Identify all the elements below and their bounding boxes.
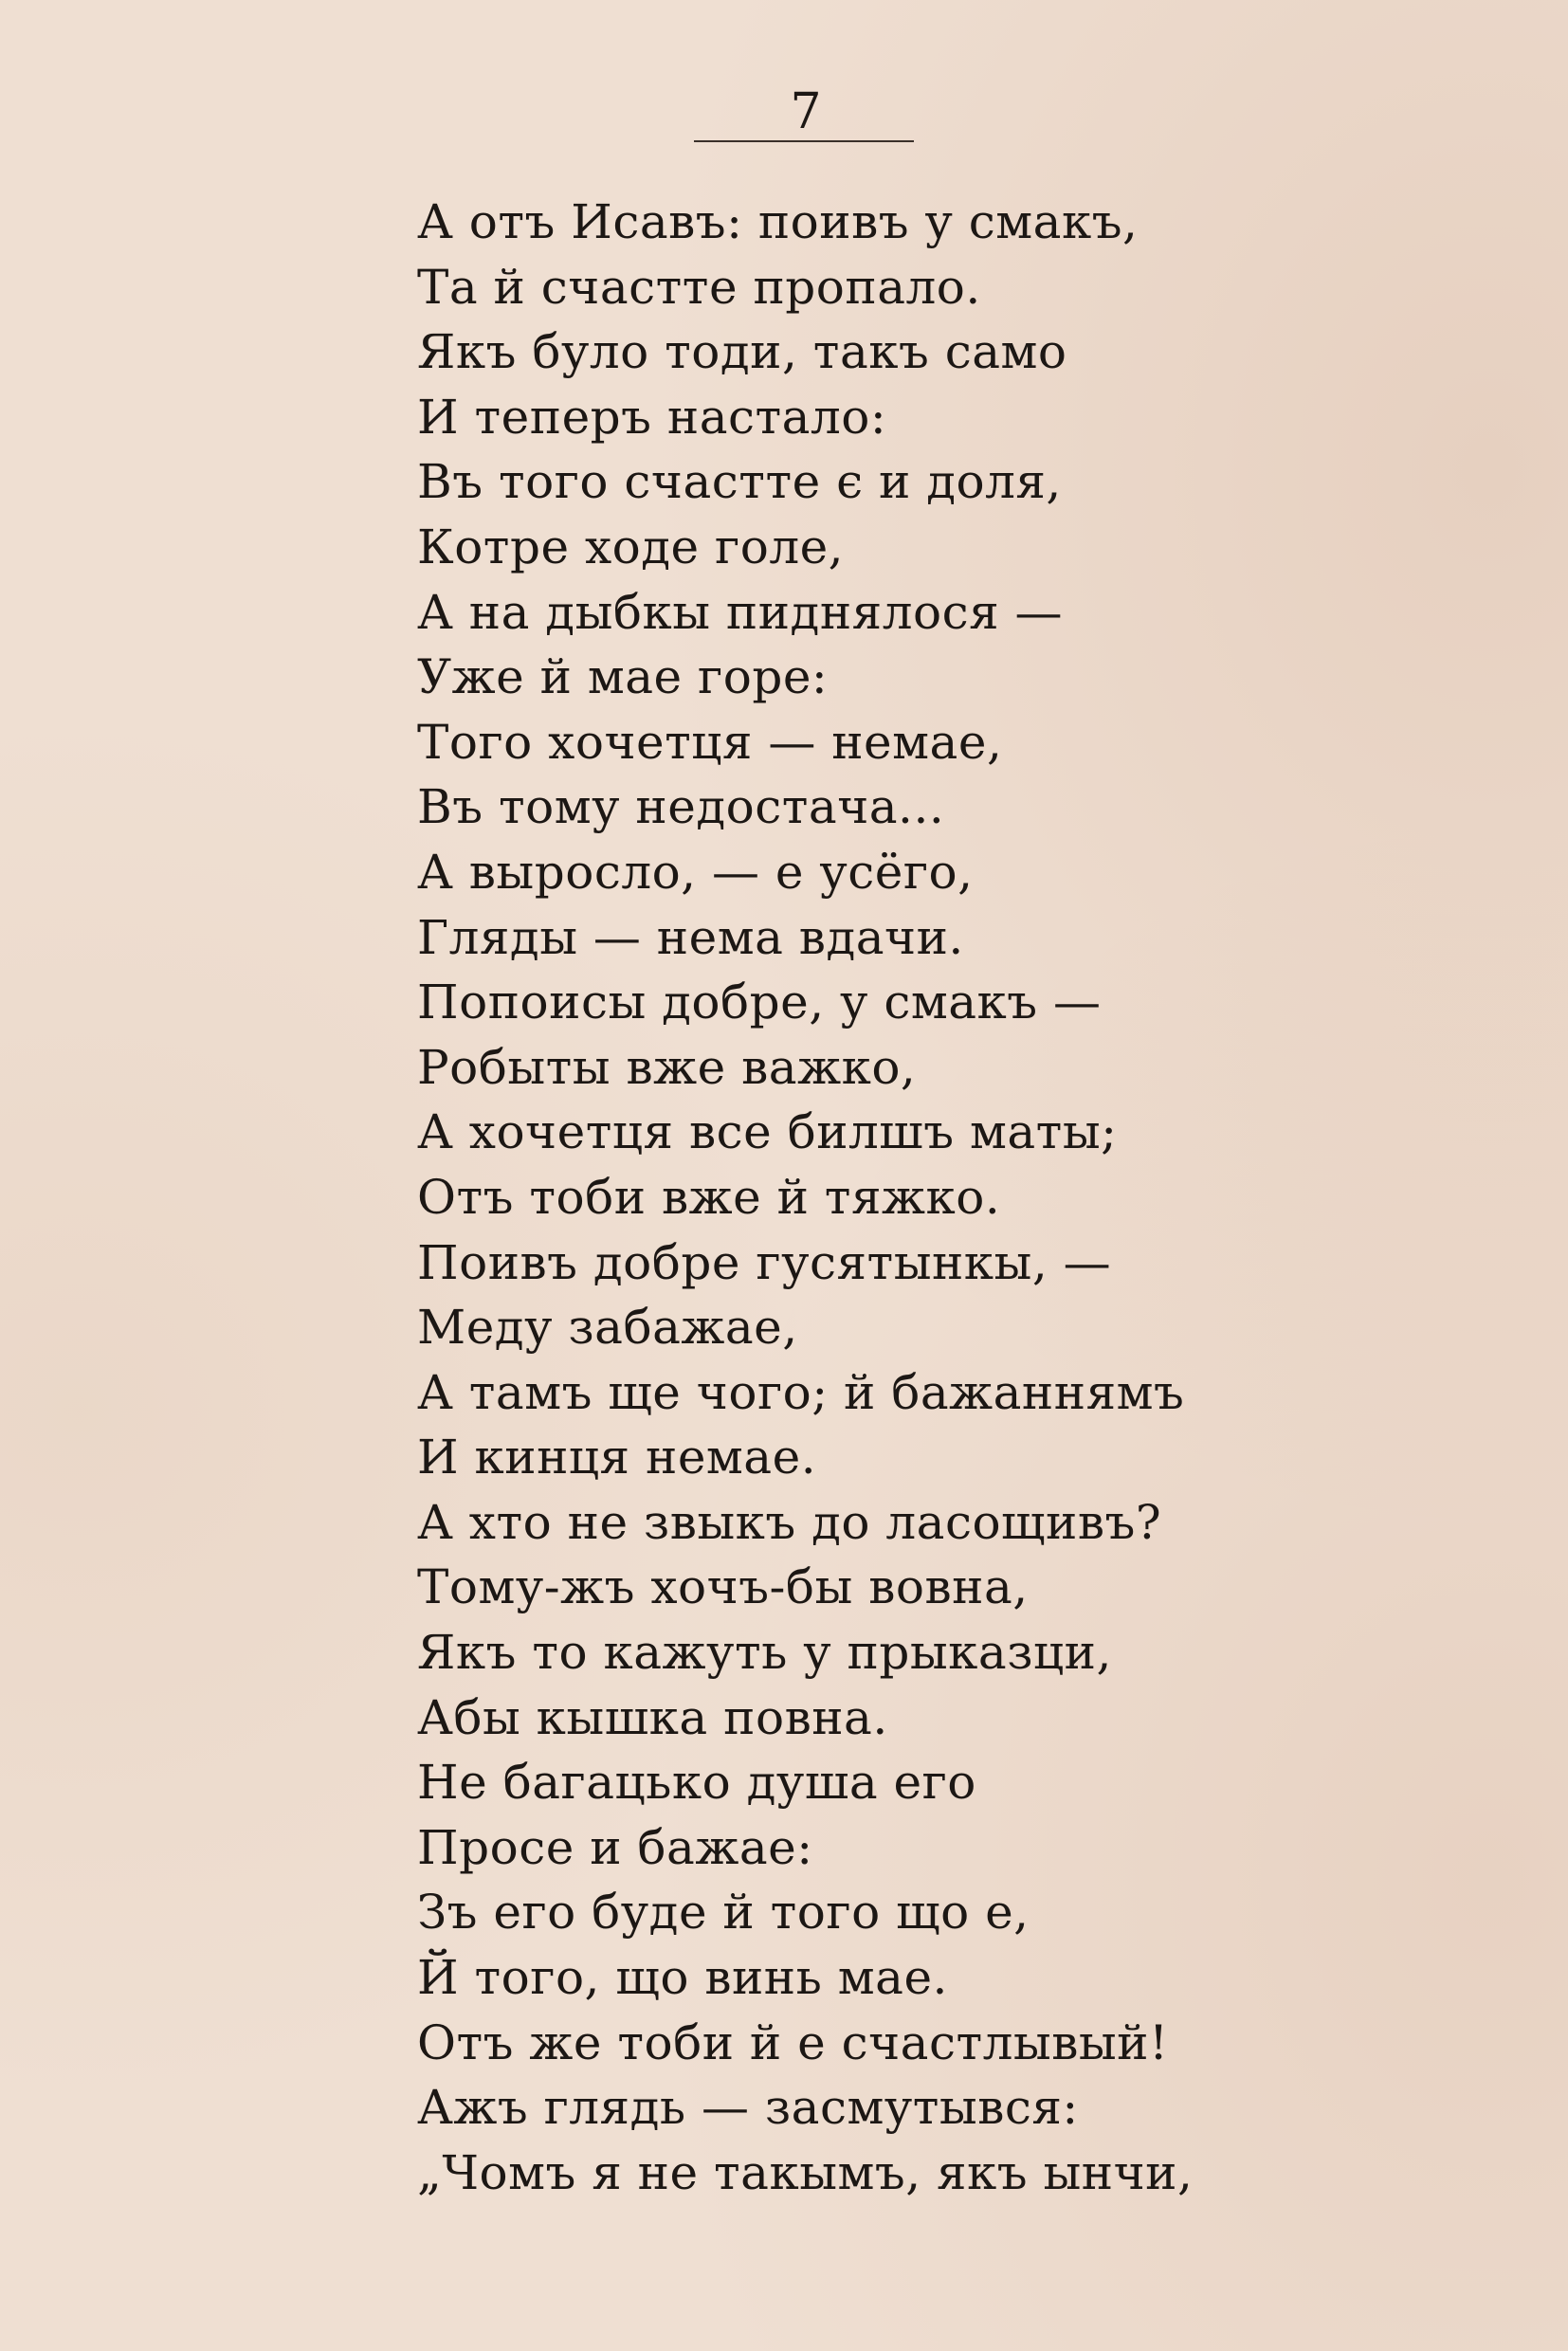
poem-line: А выросло, — е усёго, xyxy=(417,844,974,900)
poem-line: Меду забажае, xyxy=(417,1300,798,1356)
page-number: 7 xyxy=(790,83,822,140)
poem-line: Робыты вже важко, xyxy=(417,1039,917,1095)
poem-line: Й того, що винь мае. xyxy=(417,1950,948,2006)
poem-line: Абы кышка повна. xyxy=(417,1689,888,1745)
poem-line: Якъ то кажуть у прыказци, xyxy=(417,1625,1112,1681)
page-number-rule xyxy=(694,140,914,142)
poem-line: Ажъ глядь — засмутывся: xyxy=(417,2080,1079,2136)
poem-line: А хочетця все билшъ маты; xyxy=(417,1104,1118,1160)
poem-line: И теперъ настало: xyxy=(417,389,887,445)
poem-line: „Чомъ я не такымъ, якъ ынчи, xyxy=(417,2144,1194,2200)
poem-line: Котре ходе голе, xyxy=(417,519,845,574)
poem-line: Не багацько душа его xyxy=(417,1755,976,1811)
poem-line: А отъ Исавъ: поивъ у смакъ, xyxy=(417,194,1139,249)
poem-line: Отъ же тоби й е счастлывый! xyxy=(417,2014,1169,2070)
poem-line: А на дыбкы пиднялося — xyxy=(417,584,1064,640)
poem-line: Того хочетця — немае, xyxy=(417,714,1003,770)
poem-line: Якъ було тоди, такъ само xyxy=(417,324,1067,380)
poem-line: Въ тому недостача... xyxy=(417,779,945,835)
poem-line: Гляды — нема вдачи. xyxy=(417,909,964,965)
poem-line: Уже й мае горе: xyxy=(417,649,829,705)
poem-line: Тому-жъ хочъ-бы вовна, xyxy=(417,1559,1029,1615)
poem-line: Просе и бажае: xyxy=(417,1819,813,1875)
poem-line: Попоисы добре, у смакъ — xyxy=(417,975,1102,1030)
poem-line: И кинця немае. xyxy=(417,1430,817,1485)
poem-line: Зъ его буде й того що е, xyxy=(417,1885,1030,1941)
poem-line: А тамъ ще чого; й бажаннямъ xyxy=(417,1364,1185,1420)
poem-text xyxy=(417,190,1479,2205)
poem-line: Въ того счастте є и доля, xyxy=(417,454,1062,510)
poem-line: Та й счастте пропало. xyxy=(417,259,981,315)
poem-line: А хто не звыкъ до ласощивъ? xyxy=(417,1494,1162,1550)
poem-line: Отъ тоби вже й тяжко. xyxy=(417,1169,1001,1225)
poem-line: Поивъ добре гусятынкы, — xyxy=(417,1234,1112,1290)
